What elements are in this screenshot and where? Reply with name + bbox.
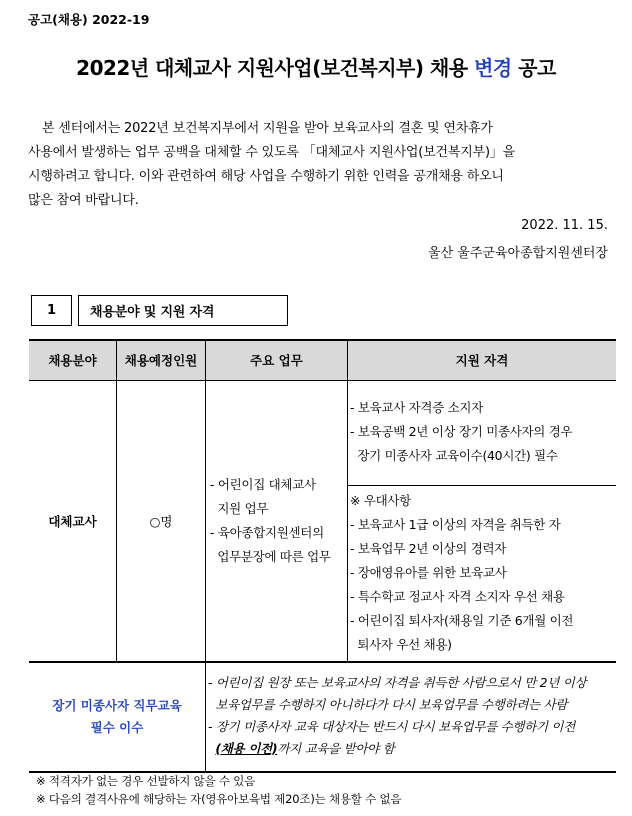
col-divider — [205, 339, 206, 772]
count-cell: ○명 — [149, 514, 173, 529]
preference-item: - 보육교사 1급 이상의 자격을 취득한 자 — [350, 517, 561, 532]
table-top-border — [29, 339, 616, 341]
long-term-label — [29, 663, 205, 771]
notice-date: 2022. 11. 15. — [521, 218, 608, 233]
preference-item: - 특수학교 정교사 자격 소지자 우선 채용 — [350, 589, 565, 604]
page-title — [0, 52, 632, 81]
duty-line: 지원 업무 — [210, 501, 269, 516]
section-title-box: 채용분야 및 지원 자격 — [78, 295, 288, 326]
qualification-item: - 보육교사 자격증 소지자 — [350, 400, 483, 415]
long-term-emphasis: (채용 이전) — [215, 741, 278, 756]
preference-item: - 장애영유아를 위한 보육교사 — [350, 565, 507, 580]
title-highlight: 변경 — [474, 56, 512, 80]
preferences-title: ※ 우대사항 — [350, 493, 411, 508]
recruitment-table — [29, 339, 616, 772]
preference-item: - 보육업무 2년 이상의 경력자 — [350, 541, 507, 556]
long-term-label-line: 장기 미종사자 직무교육 — [52, 698, 182, 713]
long-term-line: - 장기 미종사자 교육 대상자는 반드시 다시 보육업무를 수행하기 이전 — [208, 719, 575, 734]
long-term-rest: 까지 교육을 받아야 함 — [277, 741, 395, 756]
col-divider — [347, 339, 348, 662]
footnote: ※ 적격자가 없는 경우 선발하지 않을 수 있음 — [36, 774, 256, 788]
intro-line: 사용에서 발생하는 업무 공백을 대체할 수 있도록 「대체교사 지원사업(보건복지부)」을 — [28, 145, 515, 160]
qualification-item: 장기 미종사자 교육이수(40시간) 필수 — [350, 448, 558, 463]
qualifications-list — [350, 396, 614, 468]
long-term-line — [208, 738, 616, 760]
duty-line: 업무분장에 따른 업무 — [210, 549, 331, 564]
long-term-line: 보육업무를 수행하지 아니하다가 다시 보육업무를 수행하려는 사람 — [208, 697, 568, 712]
duty-line: - 육아종합지원센터의 — [210, 525, 324, 540]
qualification-divider — [348, 485, 616, 486]
title-part-1: 2022년 대체교사 지원사업(보건복지부) 채용 — [76, 56, 475, 80]
notice-number: 공고(채용) 2022-19 — [28, 12, 150, 27]
preference-item: - 어린이집 퇴사자(채용일 기준 6개월 이전 — [350, 613, 574, 628]
long-term-details — [208, 672, 616, 760]
duties-cell — [207, 381, 347, 661]
organization-name: 울산 울주군육아종합지원센터장 — [428, 246, 608, 261]
long-term-label-line: 필수 이수 — [90, 720, 144, 735]
intro-line: 시행하려고 합니다. 이와 관련하여 해당 사업을 수행하기 위한 인력을 공개채용 하오니 — [28, 169, 504, 184]
header-duties: 주요 업무 — [206, 339, 347, 380]
field-cell: 대체교사 — [48, 514, 97, 529]
header-field: 채용분야 — [29, 339, 116, 380]
header-count: 채용예정인원 — [117, 339, 205, 380]
footnotes — [36, 772, 401, 808]
intro-line: 많은 참여 바랍니다. — [28, 193, 139, 208]
preference-item: 퇴사자 우선 채용) — [350, 637, 452, 652]
preferences-list — [350, 489, 614, 657]
intro-line: 본 센터에서는 2022년 보건복지부에서 지원을 받아 보육교사의 결혼 및 연차휴가 — [42, 121, 493, 136]
intro-paragraph — [28, 117, 612, 213]
long-term-line: - 어린이집 원장 또는 보육교사의 자격을 취득한 사람으로서 만 2년 이상 — [208, 675, 587, 690]
header-qualifications: 지원 자격 — [348, 339, 616, 380]
qualification-item: - 보육공백 2년 이상 장기 미종사자의 경우 — [350, 424, 573, 439]
title-part-2: 공고 — [511, 56, 556, 80]
duty-line: - 어린이집 대체교사 — [210, 477, 316, 492]
section-number-box: 1 — [31, 295, 72, 326]
footnote: ※ 다음의 결격사유에 해당하는 자(영유아보육법 제20조)는 채용할 수 없음 — [36, 792, 402, 806]
